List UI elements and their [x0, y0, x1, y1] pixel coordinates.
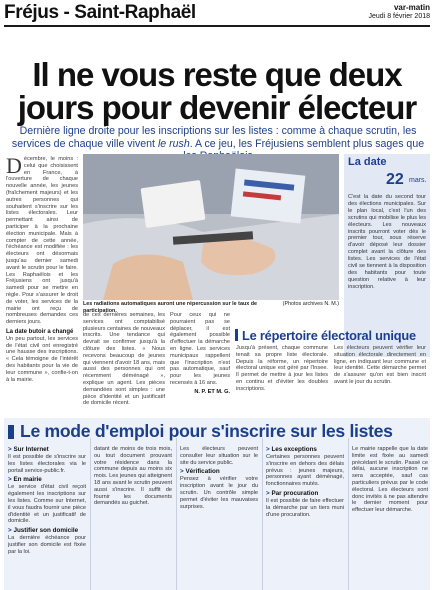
sidebar-text: C'est la date du second tour des élections municipales. Sur le plan local, c'est l'un des scrutins qui mobilise le plus les électeurs. Les nouveaux inscrits pourront voter dès le premier tour, sous réserve d'avoir déposé leur dossier complet avant la clôture des listes. Les services de l'état civil se tiennent à la disposition des habitants pour toute question relative à leur inscription.: [348, 194, 426, 290]
repertoire-text-1: Jusqu'à présent, chaque commune tenait sa propre liste électorale. Depuis la réforme, un répertoire électoral unique est géré par l'Insee. Il permet de mettre à jour les listes en continu et d'éviter les doubles inscriptions.: [236, 345, 328, 392]
column-divider: [348, 438, 349, 590]
how-to-column-2: [94, 446, 172, 588]
repertoire-title: Le répertoire électoral unique: [242, 328, 416, 343]
column-divider: [90, 438, 91, 590]
article-text-3: de ces dernières semaines, les services ont comptabilisé plusieurs centaines de nouveaux inscrits. Une tendance qui devrait se confirmer jusqu'à la clôture des listes. « Nous recevons beaucoup de jeunes qui viennent d'avoir 18 ans, mais aussi des personnes qui ont récemment déménagé », explique un agent. Les pièces demandées sont simples : une pièce d'identité et un justificatif de domicile récent.: [83, 312, 165, 407]
lead-text: Dernière ligne droite pour les inscriptions sur les listes : comme à chaque scrutin, les services de chaque ville vivent: [11, 125, 417, 150]
lead-text-end: . A ce jeu, les Fréjusiens semblent plus sages que: [189, 137, 425, 150]
how-to-text-exceptions: Certaines personnes peuvent s'inscrire en dehors des délais prévus : jeunes majeurs, personnes ayant déménagé, fonctionnaires mutés.: [266, 454, 344, 488]
how-to-text-3: Les électeurs peuvent consulter leur situation sur le site du service public.: [180, 446, 258, 466]
header-rule: [4, 25, 430, 27]
how-to-text-domicile: La dernière échéance pour justifier son domicile est fixée par la loi.: [8, 535, 86, 555]
article-column-2: [83, 312, 165, 415]
caption-text: Les radiations automatiques auront une répercussion sur le taux de participation.: [83, 301, 258, 314]
section-title: Fréjus - Saint-Raphaël: [4, 2, 196, 23]
how-to-text-verification: Pensez à vérifier votre inscription avant le jour du scrutin. Un contrôle simple permet d'éviter les mauvaises surprises.: [180, 476, 258, 510]
date-sidebar: [344, 154, 430, 357]
article-text-2: Un peu partout, les services de l'état civil ont enregistré une hausse des inscriptions. « Cela témoigne de l'intérêt des habitants pour la vie de leur commune », confie-t-on à la mairie.: [6, 335, 78, 383]
article-photo: [83, 154, 339, 300]
how-to-heading-internet: > Sur Internet: [8, 446, 49, 453]
how-to-heading-mairie: > En mairie: [8, 476, 42, 484]
paper-name: var-matin: [393, 3, 430, 12]
article-column-3: [170, 312, 230, 415]
article-signature: N. P. ET M. G.: [194, 388, 230, 395]
how-to-text-5: Le mairie rappelle que la date limite est fixée au samedi précédant le scrutin. Passé ce délai, aucune inscription ne sera acceptée, sauf cas particuliers prévus par le code électoral. Les électeurs sont donc invités à ne pas attendre le dernier moment pour effectuer leur démarche.: [352, 446, 428, 514]
how-to-column-3: [180, 446, 258, 588]
article-subhead: La date butoir a changé: [6, 328, 74, 335]
repertoire-column-2: [334, 345, 426, 415]
article-column-1: [6, 156, 78, 416]
how-to-heading-domicile: > Justifier son domicile: [8, 527, 79, 535]
drop-cap: D: [6, 156, 22, 178]
lead-italic: le rush: [157, 137, 190, 150]
how-to-marker: [8, 425, 14, 439]
repertoire-marker: [235, 329, 238, 341]
how-to-text-2: datant de moins de trois mois, ou tout document prouvant votre résidence dans la commune depuis au moins six mois. Les jeunes qui atteignent 18 ans avant le scrutin peuvent aussi s'inscrire. Il suffit de fournir les documents demandés au guichet.: [94, 446, 172, 507]
how-to-text-internet: Il est possible de s'inscrire sur les listes électorales via le portail service-public.fr.: [8, 454, 86, 474]
column-divider: [176, 438, 177, 590]
article-text: écembre, le moins : celui que choisissent en France, à l'ouverture de chaque nouvelle année, les jeunes (fraîchement majeurs) et les autres personnes qui souhaitent s'inscrire sur les listes électorales. Leur permettant ainsi de participer à la prochaine élection municipale. Mais à compter de cette année, l'échéance est modifiée : les électeurs ont désormais jusqu'au dernier samedi avant le scrutin pour le faire. Les Raphaëlois et les Fréjusiens ont jusqu'à samedi pour se mettre en règle. Pour s'assurer le droit de voter, les services de la mairie ont reçu de nombreuses demandes ces derniers jours.: [6, 156, 78, 326]
repertoire-text-2: Les électeurs peuvent vérifier leur situation électorale directement en ligne, en indiquant leur commune et leur identité. Cette démarche permet de s'assurer qu'on est bien inscrit avant le jour du scrutin.: [334, 345, 426, 385]
masthead: [369, 4, 430, 21]
issue-date: Jeudi 8 février 2018: [368, 13, 430, 20]
how-to-column-4: [266, 446, 344, 588]
how-to-heading-exceptions: > Les exceptions: [266, 446, 317, 453]
article-text-4: Pour ceux qui ne pourraient pas se déplacer, il est également possible d'effectuer la démarche en ligne. Les services municipaux rappellent que l'inscription n'est pas automatique, sauf pour les jeunes recensés à 16 ans.: [170, 312, 230, 386]
how-to-column-5: [352, 446, 428, 588]
sidebar-number: 22: [386, 171, 404, 188]
headline-line2: jours pour devenir électeur: [17, 89, 417, 126]
how-to-column-1: [8, 446, 86, 588]
column-divider: [262, 438, 263, 590]
photo-credit: (Photos archives N. M.): [282, 301, 339, 307]
repertoire-column-1: [236, 345, 328, 415]
how-to-text-mairie: Le service d'état civil reçoit également les inscriptions sur les listes. Comme sur Internet, il vous faudra fournir une pièce d'identité et un justificatif de domicile.: [8, 484, 86, 525]
headline-line1: Il ne vous reste que deux: [32, 56, 402, 93]
sidebar-title: La date: [348, 156, 387, 168]
how-to-text-procuration: Il est possible de faire effectuer la démarche par un tiers muni d'une procuration.: [266, 497, 344, 518]
sidebar-unit: mars.: [409, 177, 427, 184]
how-to-title: Le mode d'emploi pour s'inscrire sur les listes: [20, 421, 393, 441]
how-to-heading-procuration: > Par procuration: [266, 489, 319, 497]
ballot-photo-illustration: [83, 154, 339, 300]
how-to-heading-verification: > Vérification: [180, 468, 220, 476]
